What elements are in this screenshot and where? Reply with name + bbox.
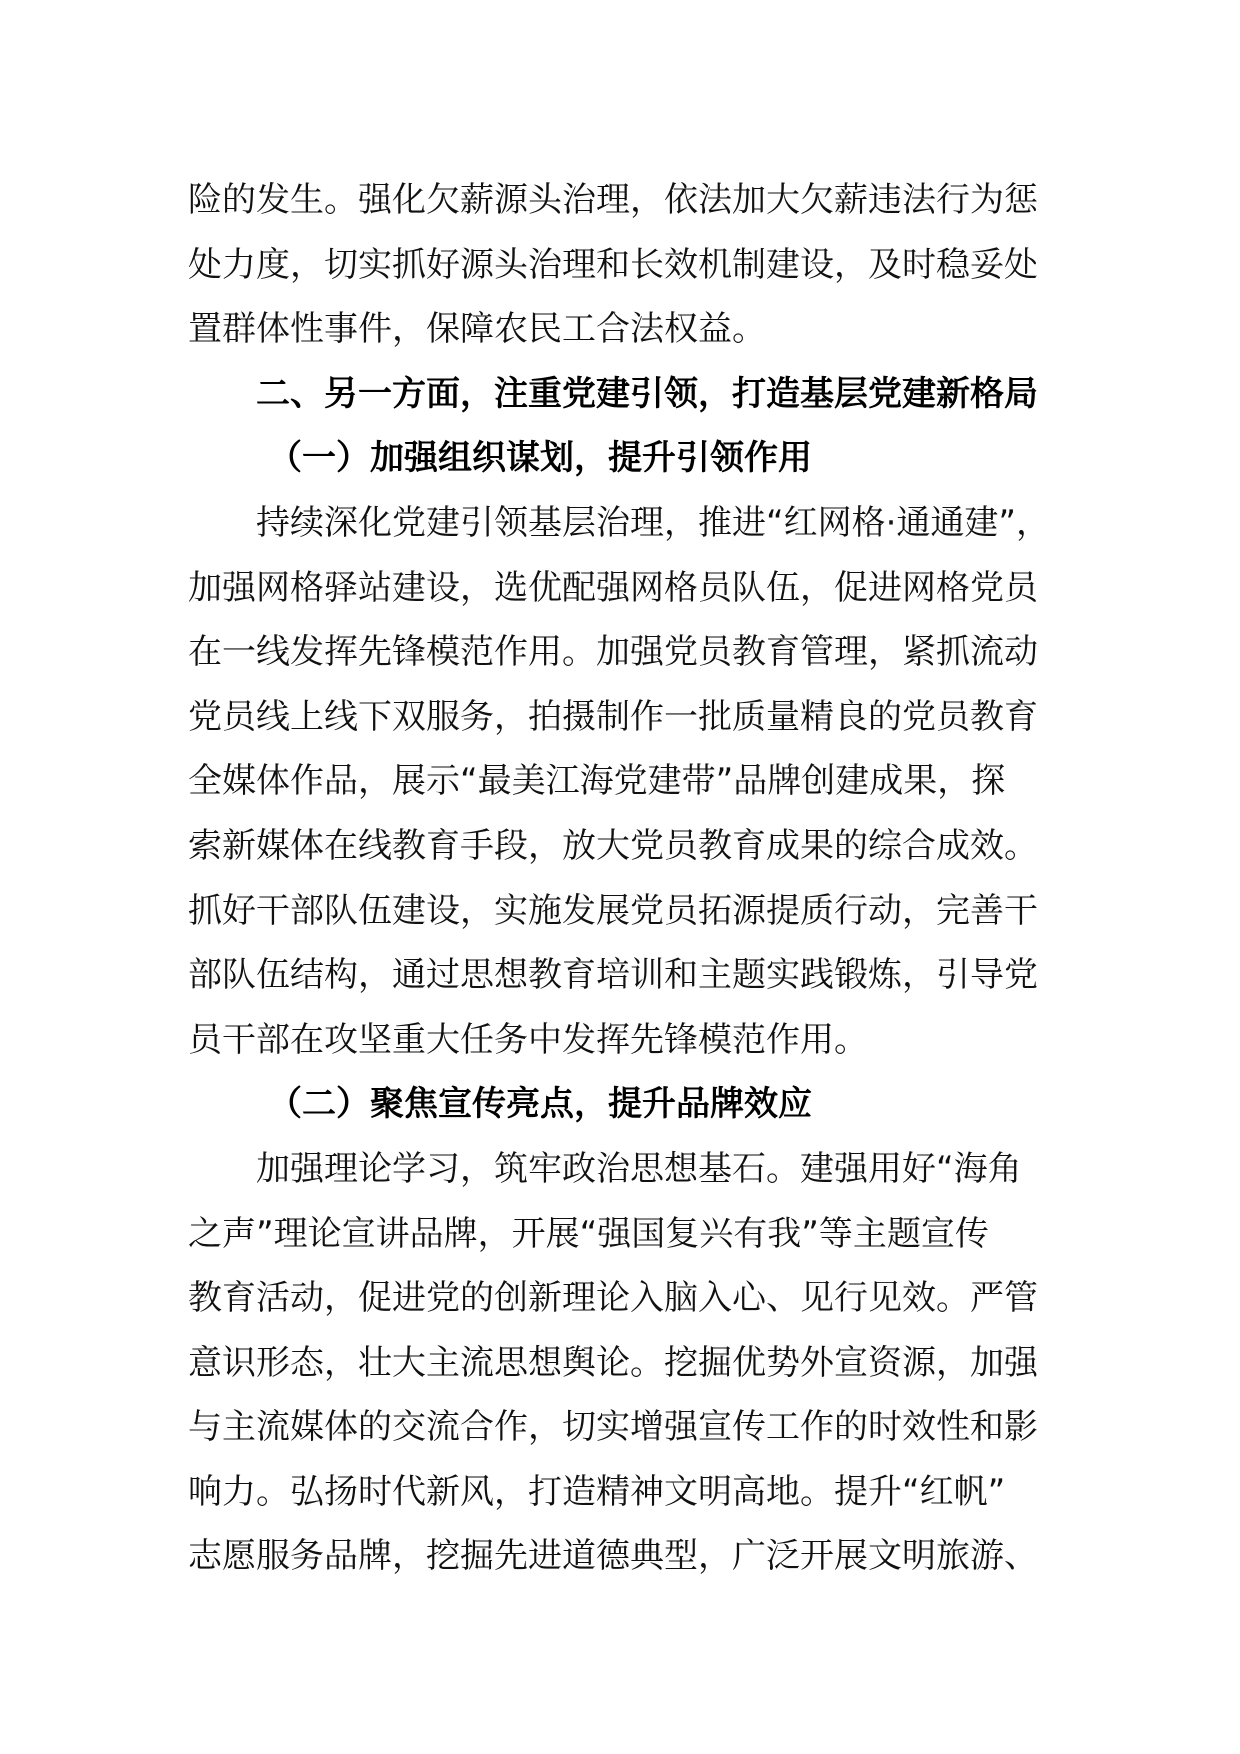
body-line: 志愿服务品牌，挖掘先进道德典型，广泛开展文明旅游、 [188,1536,1038,1577]
paragraph-first-line: 持续深化党建引领基层治理，推进“红网格·通通建”， [256,502,1051,543]
body-line: 全媒体作品，展示“最美江海党建带”品牌创建成果，探 [188,761,1006,802]
document-body [188,168,1068,1589]
body-line: 之声”理论宣讲品牌，开展“强国复兴有我”等主题宣传 [188,1213,989,1254]
section-heading: 二、另一方面，注重党建引领，打造基层党建新格局 [256,373,1038,414]
body-line: 意识形态，壮大主流思想舆论。挖掘优势外宣资源，加强 [188,1342,1038,1383]
body-line: 响力。弘扬时代新风，打造精神文明高地。提升“红帆” [188,1471,1006,1512]
body-line: 部队伍结构，通过思想教育培训和主题实践锻炼，引导党 [188,955,1038,996]
subsection-heading: （一）加强组织谋划，提升引领作用 [268,438,812,479]
body-line: 员干部在攻坚重大任务中发挥先锋模范作用。 [188,1019,868,1060]
body-line: 险的发生。强化欠薪源头治理，依法加大欠薪违法行为惩 [188,180,1038,220]
body-line: 党员线上线下双服务，拍摄制作一批质量精良的党员教育 [188,696,1038,737]
body-line: 处力度，切实抓好源头治理和长效机制建设，及时稳妥处 [188,244,1038,285]
body-line: 加强网格驿站建设，选优配强网格员队伍，促进网格党员 [188,567,1038,608]
body-line: 抓好干部队伍建设，实施发展党员拓源提质行动，完善干 [188,890,1038,931]
body-line: 教育活动，促进党的创新理论入脑入心、见行见效。严管 [188,1278,1038,1319]
body-line: 索新媒体在线教育手段，放大党员教育成果的综合成效。 [188,825,1038,866]
body-line: 与主流媒体的交流合作，切实增强宣传工作的时效性和影 [188,1407,1038,1448]
body-line: 在一线发挥先锋模范作用。加强党员教育管理，紧抓流动 [188,632,1038,673]
body-line: 置群体性事件，保障农民工合法权益。 [188,309,766,350]
paragraph-first-line: 加强理论学习，筑牢政治思想基石。建强用好“海角 [256,1148,1022,1189]
subsection-heading: （二）聚焦宣传亮点，提升品牌效应 [268,1084,812,1125]
